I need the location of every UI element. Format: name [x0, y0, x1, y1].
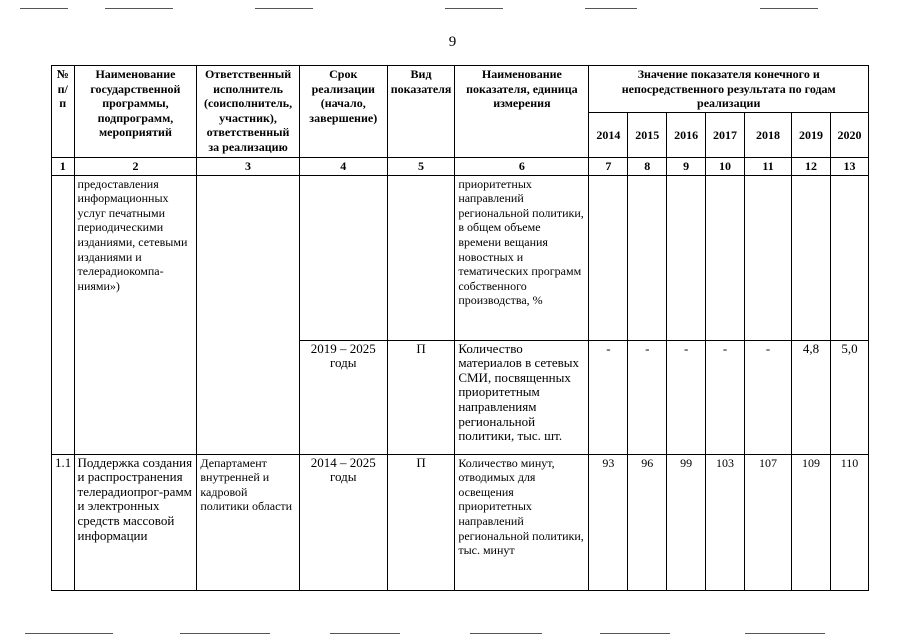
- column-number: 2: [74, 158, 197, 176]
- column-number: 10: [706, 158, 745, 176]
- indicator-name-cell: приоритетных направлений региональной политики, в общем объеме времени вещания новостных и тематических программ собственного производства, %: [455, 175, 589, 340]
- column-number: 7: [589, 158, 628, 176]
- column-number: 11: [745, 158, 792, 176]
- table-row: [52, 175, 869, 340]
- value-cell: -: [706, 340, 745, 454]
- indicator-type-cell: П: [387, 454, 455, 590]
- responsible-cell: [197, 175, 299, 454]
- scan-edge-line: [105, 8, 173, 9]
- column-number: 8: [628, 158, 667, 176]
- table-row: [52, 454, 869, 590]
- column-number: 1: [52, 158, 75, 176]
- header-indicator-type: Вид показателя: [387, 66, 455, 158]
- scan-edge-line: [255, 8, 313, 9]
- value-cell: [589, 175, 628, 340]
- scan-edge-line: [745, 633, 825, 634]
- header-responsible: Ответственный исполнитель (соисполнитель, участник), ответственный за реализацию: [197, 66, 299, 158]
- value-cell: 99: [667, 454, 706, 590]
- period-cell: [299, 175, 387, 340]
- value-cell: -: [589, 340, 628, 454]
- column-number: 4: [299, 158, 387, 176]
- scan-edge-line: [585, 8, 637, 9]
- value-cell: -: [628, 340, 667, 454]
- header-year: 2015: [628, 113, 667, 158]
- value-cell: 107: [745, 454, 792, 590]
- row-number: [52, 175, 75, 454]
- column-number: 9: [667, 158, 706, 176]
- scan-edge-line: [470, 633, 542, 634]
- value-cell: 103: [706, 454, 745, 590]
- scan-edge-line: [600, 633, 670, 634]
- header-period: Срок реализации (начало, завершение): [299, 66, 387, 158]
- header-values-group: Значение показателя конечного и непосредственного результата по годам реализации: [589, 66, 869, 113]
- value-cell: [792, 175, 831, 340]
- scan-edge-line: [180, 633, 270, 634]
- program-name-cell: Поддержка создания и распространения телерадиопрог-рамм и электронных средств массовой информации: [74, 454, 197, 590]
- period-cell: 2019 – 2025 годы: [299, 340, 387, 454]
- row-number: 1.1: [52, 454, 75, 590]
- header-year: 2018: [745, 113, 792, 158]
- value-cell: 110: [830, 454, 868, 590]
- scan-edge-line: [445, 8, 503, 9]
- indicator-name-cell: Количество материалов в сетевых СМИ, посвященных приоритетным направлениям региональной политики, тыс. шт.: [455, 340, 589, 454]
- indicator-type-cell: П: [387, 340, 455, 454]
- value-cell: 96: [628, 454, 667, 590]
- header-year: 2019: [792, 113, 831, 158]
- header-program-name: Наименование государственной программы, подпрограмм, мероприятий: [74, 66, 197, 158]
- header-year: 2020: [830, 113, 868, 158]
- value-cell: [628, 175, 667, 340]
- value-cell: 93: [589, 454, 628, 590]
- value-cell: [667, 175, 706, 340]
- value-cell: 5,0: [830, 340, 868, 454]
- column-number: 6: [455, 158, 589, 176]
- header-indicator-name: Наименование показателя, единица измерения: [455, 66, 589, 158]
- column-number: 13: [830, 158, 868, 176]
- period-cell: 2014 – 2025 годы: [299, 454, 387, 590]
- responsible-cell: Департамент внутренней и кадровой политики области: [197, 454, 299, 590]
- column-number: 5: [387, 158, 455, 176]
- column-number-row: [52, 158, 869, 176]
- scan-edge-line: [330, 633, 400, 634]
- value-cell: [706, 175, 745, 340]
- value-cell: 109: [792, 454, 831, 590]
- value-cell: 4,8: [792, 340, 831, 454]
- indicator-type-cell: [387, 175, 455, 340]
- value-cell: [830, 175, 868, 340]
- scan-edge-line: [25, 633, 113, 634]
- scan-edge-line: [20, 8, 68, 9]
- scan-edge-line: [760, 8, 818, 9]
- page-number: 9: [448, 34, 457, 50]
- indicator-name-cell: Количество минут, отводимых для освещения приоритетных направлений региональной политики, тыс. минут: [455, 454, 589, 590]
- value-cell: -: [667, 340, 706, 454]
- column-number: 12: [792, 158, 831, 176]
- value-cell: -: [745, 340, 792, 454]
- header-year: 2017: [706, 113, 745, 158]
- header-number: № п/п: [52, 66, 75, 158]
- indicators-table: [51, 65, 869, 591]
- header-year: 2014: [589, 113, 628, 158]
- value-cell: [745, 175, 792, 340]
- program-name-cell: предоставления информационных услуг печатными периодическими изданиями, сетевыми изданиями и телерадиокомпа-ниями»): [74, 175, 197, 454]
- column-number: 3: [197, 158, 299, 176]
- header-year: 2016: [667, 113, 706, 158]
